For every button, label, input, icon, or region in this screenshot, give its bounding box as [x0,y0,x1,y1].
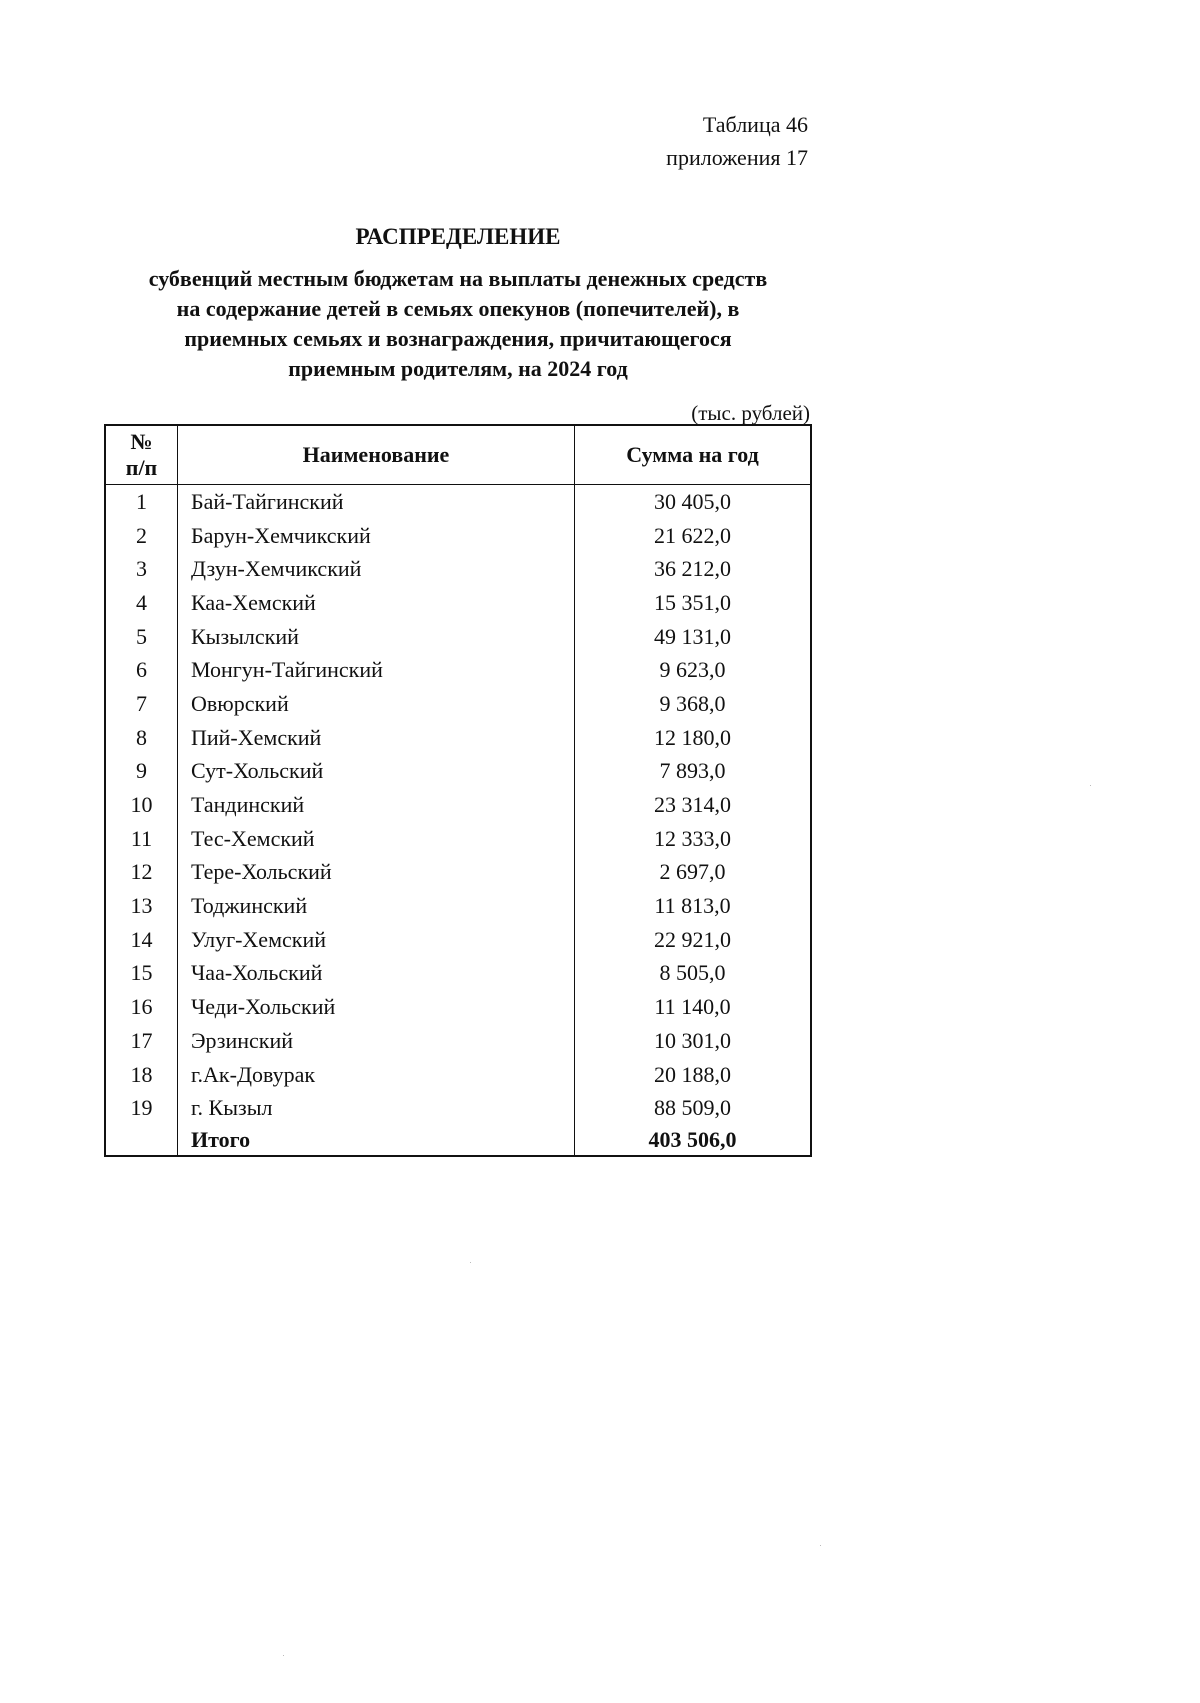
row-name: Монгун-Тайгинский [178,653,575,687]
row-sum: 12 333,0 [575,822,812,856]
row-name: г. Кызыл [178,1091,575,1125]
row-number: 16 [105,990,178,1024]
row-sum: 10 301,0 [575,1024,812,1058]
row-name: Тоджинский [178,889,575,923]
document-title: РАСПРЕДЕЛЕНИЕ [355,224,561,249]
table-reference-line-2: приложения 17 [666,145,808,170]
row-sum: 49 131,0 [575,620,812,654]
row-number: 14 [105,923,178,957]
row-sum: 88 509,0 [575,1091,812,1125]
row-sum: 11 813,0 [575,889,812,923]
subtitle-line-2: на содержание детей в семьях опекунов (попечителей), в [176,296,740,321]
units-note: (тыс. рублей) [691,401,810,425]
row-sum: 21 622,0 [575,519,812,553]
row-number: 18 [105,1058,178,1092]
subtitle-line-4: приемным родителям, на 2024 год [288,356,628,381]
row-sum: 20 188,0 [575,1058,812,1092]
table-row [105,957,811,991]
row-sum: 22 921,0 [575,923,812,957]
header-name: Наименование [178,425,575,485]
table-row [105,889,811,923]
table-row [105,586,811,620]
row-number: 15 [105,957,178,991]
document-subtitle [103,264,813,384]
table-row [105,552,811,586]
table-row [105,923,811,957]
row-sum: 30 405,0 [575,485,812,519]
row-number: 2 [105,519,178,553]
row-sum: 12 180,0 [575,721,812,755]
header-number [105,425,178,485]
table-row [105,687,811,721]
row-number: 9 [105,755,178,789]
table-total-row [105,1125,811,1156]
row-name: Овюрский [178,687,575,721]
row-number: 17 [105,1024,178,1058]
total-sum: 403 506,0 [575,1125,812,1156]
total-label: Итого [178,1125,575,1156]
table-row [105,485,811,519]
table-row [105,620,811,654]
row-name: Сут-Хольский [178,755,575,789]
row-number: 5 [105,620,178,654]
row-name: г.Ак-Довурак [178,1058,575,1092]
row-number: 19 [105,1091,178,1125]
row-name: Барун-Хемчикский [178,519,575,553]
scan-speck [820,1545,821,1546]
row-name: Бай-Тайгинский [178,485,575,519]
scan-speck [1090,785,1091,786]
row-number: 1 [105,485,178,519]
scan-speck [283,1655,284,1656]
row-sum: 2 697,0 [575,856,812,890]
row-sum: 8 505,0 [575,957,812,991]
row-number: 8 [105,721,178,755]
subtitle-line-1: субвенций местным бюджетам на выплаты денежных средств [148,266,768,291]
header-number-line-2: п/п [125,455,158,480]
row-name: Чеди-Хольский [178,990,575,1024]
table-reference-line-1: Таблица 46 [702,112,808,137]
row-name: Тандинский [178,788,575,822]
row-name: Кызылский [178,620,575,654]
row-name: Каа-Хемский [178,586,575,620]
row-sum: 11 140,0 [575,990,812,1024]
row-name: Тес-Хемский [178,822,575,856]
row-name: Пий-Хемский [178,721,575,755]
table-row [105,990,811,1024]
row-sum: 23 314,0 [575,788,812,822]
table-body [105,485,811,1157]
table-row [105,1091,811,1125]
row-number: 13 [105,889,178,923]
row-name: Тере-Хольский [178,856,575,890]
row-number: 11 [105,822,178,856]
total-number-cell [105,1125,178,1156]
table-reference [666,108,808,174]
header-number-line-1: № [130,429,153,454]
row-number: 3 [105,552,178,586]
row-sum: 7 893,0 [575,755,812,789]
row-sum: 9 368,0 [575,687,812,721]
table-row [105,856,811,890]
row-number: 4 [105,586,178,620]
row-name: Чаа-Хольский [178,957,575,991]
table-row [105,822,811,856]
header-sum: Сумма на год [575,425,812,485]
row-name: Дзун-Хемчикский [178,552,575,586]
row-sum: 9 623,0 [575,653,812,687]
row-name: Улуг-Хемский [178,923,575,957]
row-number: 6 [105,653,178,687]
table-row [105,755,811,789]
row-sum: 15 351,0 [575,586,812,620]
distribution-table [104,424,812,1157]
row-sum: 36 212,0 [575,552,812,586]
row-number: 7 [105,687,178,721]
row-number: 10 [105,788,178,822]
table-row [105,1024,811,1058]
scan-speck [470,1262,471,1263]
table-row [105,788,811,822]
row-name: Эрзинский [178,1024,575,1058]
table-row [105,653,811,687]
table-row [105,519,811,553]
subtitle-line-3: приемных семьях и вознаграждения, причитающегося [184,326,732,351]
table-row [105,1058,811,1092]
row-number: 12 [105,856,178,890]
table-row [105,721,811,755]
table-header-row [105,425,811,485]
